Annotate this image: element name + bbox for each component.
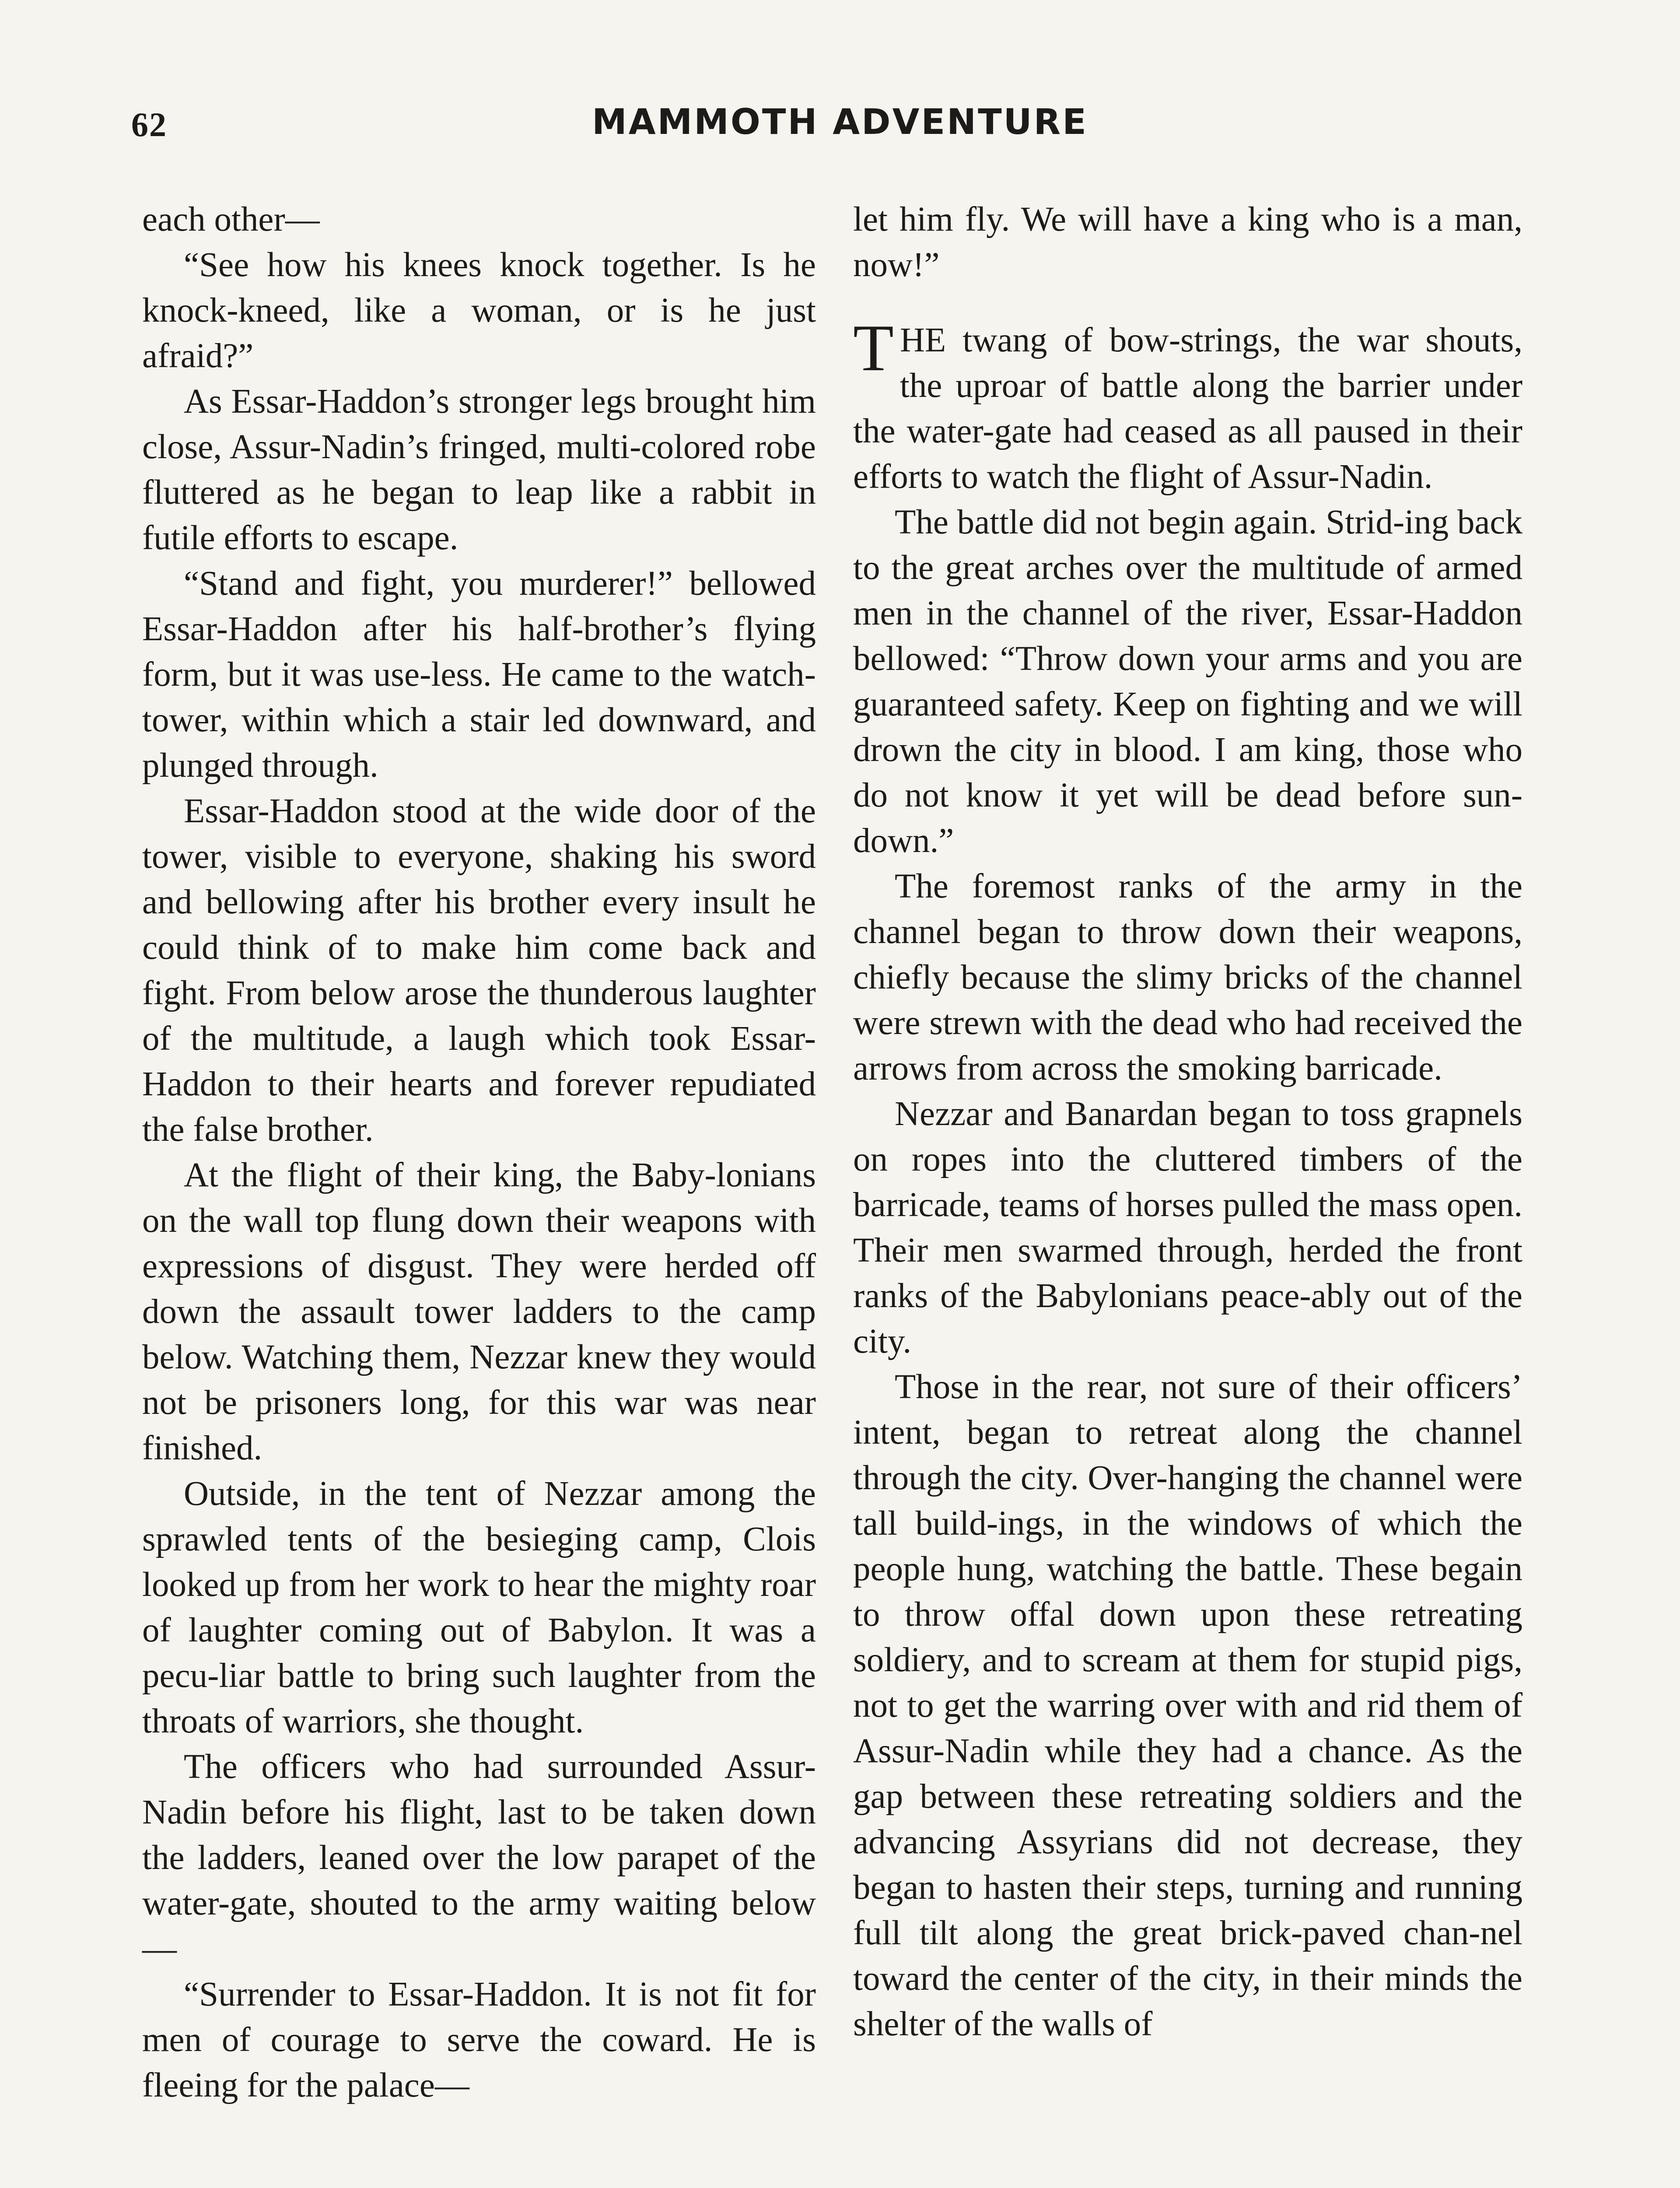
paragraph: “See how his knees knock together. Is he knock-kneed, like a woman, or is he just afraid?” <box>142 246 816 375</box>
paragraph: Essar-Haddon stood at the wide door of the tower, visible to everyone, shaking his sword and bellowing after his brother every insult he could think of to make him come back and fight. From below arose the thunderous laughter of the multitude, a laugh which took Essar-Haddon to their hearts and forever repudiated the false brother. <box>142 792 816 1149</box>
paragraph: The officers who had surrounded Assur-Nadin before his flight, last to be taken down the ladders, leaned over the low parapet of the water-gate, shouted to the army waiting below— <box>142 1748 816 1968</box>
paragraph: Outside, in the tent of Nezzar among the sprawled tents of the besieging camp, Clois looked up from her work to hear the mighty roar of laughter coming out of Babylon. It was a pecu-liar battle to bring such laughter from the throats of warriors, she thought. <box>142 1475 816 1740</box>
right-column <box>853 197 1522 2047</box>
paragraph: Those in the rear, not sure of their officers’ intent, began to retreat along the channel through the city. Over-hanging the channel were tall build-ings, in the windows of which the people hung, watching the battle. These begain to throw offal down upon these retreating soldiery, and to scream at them for stupid pigs, not to get the warring over with and rid them of Assur-Nadin while they had a chance. As the gap between these retreating soldiers and the advancing Assyrians did not decrease, they began to hasten their steps, turning and running full tilt along the great brick-paved chan-nel toward the center of the city, in their minds the shelter of the walls of <box>853 1368 1522 2043</box>
dropcap-paragraph <box>853 311 1522 500</box>
drop-cap: T <box>853 311 894 385</box>
paragraph: At the flight of their king, the Baby-lonians on the wall top flung down their weapons with expressions of disgust. They were herded off down the assault tower ladders to the camp below. Watching them, Nezzar knew they would not be prisoners long, for this war was near finished. <box>142 1156 816 1467</box>
paragraph: “Surrender to Essar-Haddon. It is not fit for men of courage to serve the coward. He is fleeing for the palace— <box>142 1975 816 2104</box>
paragraph: each other— <box>142 200 320 238</box>
paragraph: As Essar-Haddon’s stronger legs brought him close, Assur-Nadin’s fringed, multi-colored robe fluttered as he began to leap like a rabbit in futile efforts to escape. <box>142 382 816 557</box>
paragraph: The battle did not begin again. Strid-ing back to the great arches over the multitude of armed men in the channel of the river, Essar-Haddon bellowed: “Throw down your arms and you are guaranteed safety. Keep on fighting and we will drown the city in blood. I am king, those who do not know it yet will be dead before sun-down.” <box>853 503 1522 860</box>
paragraph: The foremost ranks of the army in the channel began to throw down their weapons, chiefly because the slimy bricks of the channel were strewn with the dead who had received the arrows from across the smoking barricade. <box>853 867 1522 1087</box>
page-number: 62 <box>131 105 167 144</box>
paragraph: “Stand and fight, you murderer!” bellowed Essar-Haddon after his half-brother’s flying form, but it was use-less. He came to the watch-tower, within which a stair led downward, and plunged through. <box>142 565 816 785</box>
paragraph: let him fly. We will have a king who is a man, now!” <box>853 200 1522 284</box>
paragraph: Nezzar and Banardan began to toss grapnels on ropes into the cluttered timbers of the barricade, teams of horses pulled the mass open. Their men swarmed through, herded the front ranks of the Babylonians peace-ably out of the city. <box>853 1095 1522 1360</box>
dropcap-paragraph-text: HE twang of bow-strings, the war shouts, the uproar of battle along the barrier under the water-gate had ceased as all paused in their efforts to watch the flight of Assur-Nadin. <box>853 321 1522 496</box>
left-column <box>142 197 816 2108</box>
running-head: MAMMOTH ADVENTURE <box>592 102 1088 142</box>
